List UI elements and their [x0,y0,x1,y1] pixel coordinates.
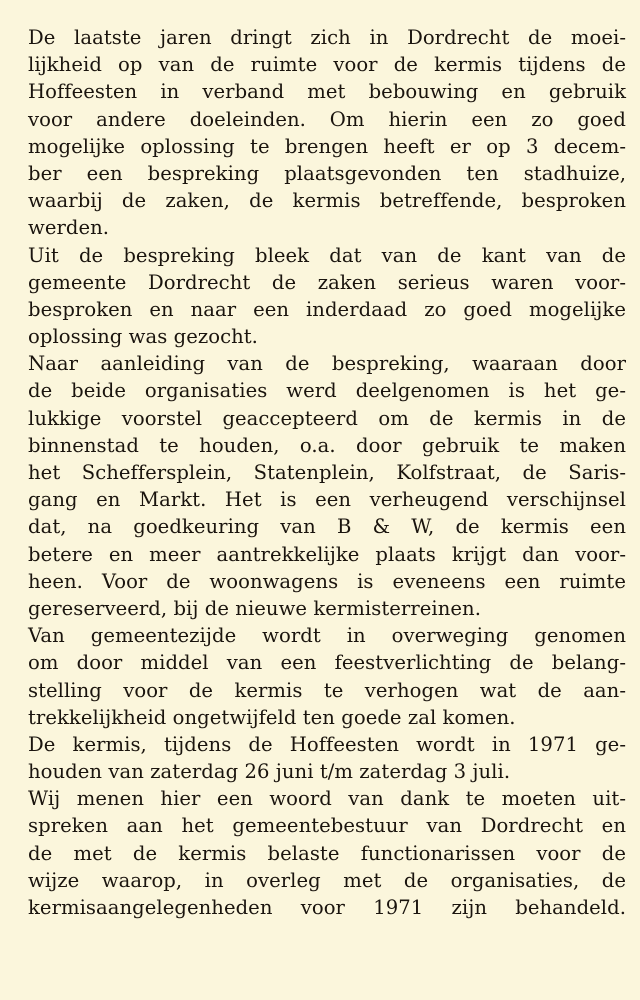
paragraph-6 [28,785,626,921]
text-line: Van gemeentezijde wordt in overweging genomen [28,624,626,648]
paragraph-4 [28,622,626,731]
text-line: werden. [28,216,110,240]
text-line: om door middel van een feestverlichting de belang- [28,651,626,675]
text-line: dat, na goedkeuring van B & W, de kermis een [28,515,626,539]
text-line: gereserveerd, bij de nieuwe kermisterreinen. [28,596,481,620]
text-line: binnenstad te houden, o.a. door gebruik te maken [28,433,626,457]
text-line: lukkige voorstel geaccepteerd om de kermis in de [28,406,626,430]
text-line: lijkheid op van de ruimte voor de kermis tijdens de [28,53,626,77]
text-line: Hoffeesten in verband met bebouwing en gebruik [28,80,626,104]
text-line: Wij menen hier een woord van dank te moeten uit- [28,787,626,811]
text-line: spreken aan het gemeentebestuur van Dordrecht en [28,814,626,838]
text-line: het Scheffersplein, Statenplein, Kolfstraat, de Saris- [28,461,626,484]
text-line: wijze waarop, in overleg met de organisaties, de [28,868,626,892]
paragraph-2 [28,242,626,351]
text-line: Uit de bespreking bleek dat van de kant van de [28,243,626,267]
text-line: de beide organisaties werd deelgenomen is het ge- [28,379,626,403]
text-line: voor andere doeleinden. Om hierin een zo goed [28,107,626,131]
text-line: houden van zaterdag 26 juni t/m zaterdag 3 juli. [28,760,511,784]
text-line: besproken en naar een inderdaad zo goed mogelijke [28,297,626,321]
text-line: Naar aanleiding van de bespreking, waaraan door [28,352,626,376]
text-line: kermisaangelegenheden voor 1971 zijn behandeld. [28,896,626,919]
text-line: betere en meer aantrekkelijke plaats krijgt dan voor- [28,542,626,566]
article-body [28,24,626,921]
text-line: trekkelijkheid ongetwijfeld ten goede zal komen. [28,705,516,729]
text-line: ber een bespreking plaatsgevonden ten stadhuize, [28,161,626,185]
paragraph-3 [28,350,626,622]
text-line: stelling voor de kermis te verhogen wat de aan- [28,678,626,702]
text-line: de met de kermis belaste functionarissen voor de [28,841,626,865]
text-line: De kermis, tijdens de Hoffeesten wordt in 1971 ge- [28,732,626,756]
paragraph-1 [28,24,626,242]
paragraph-5 [28,731,626,785]
text-line: heen. Voor de woonwagens is eveneens een ruimte [28,569,626,593]
text-line: mogelijke oplossing te brengen heeft er op 3 decem- [28,134,626,158]
text-line: De laatste jaren dringt zich in Dordrecht de moei- [28,26,626,49]
text-line: waarbij de zaken, de kermis betreffende, besproken [28,189,626,213]
text-line: oplossing was gezocht. [28,325,258,349]
text-line: gemeente Dordrecht de zaken serieus waren voor- [28,270,626,294]
text-line: gang en Markt. Het is een verheugend verschijnsel [28,488,626,512]
